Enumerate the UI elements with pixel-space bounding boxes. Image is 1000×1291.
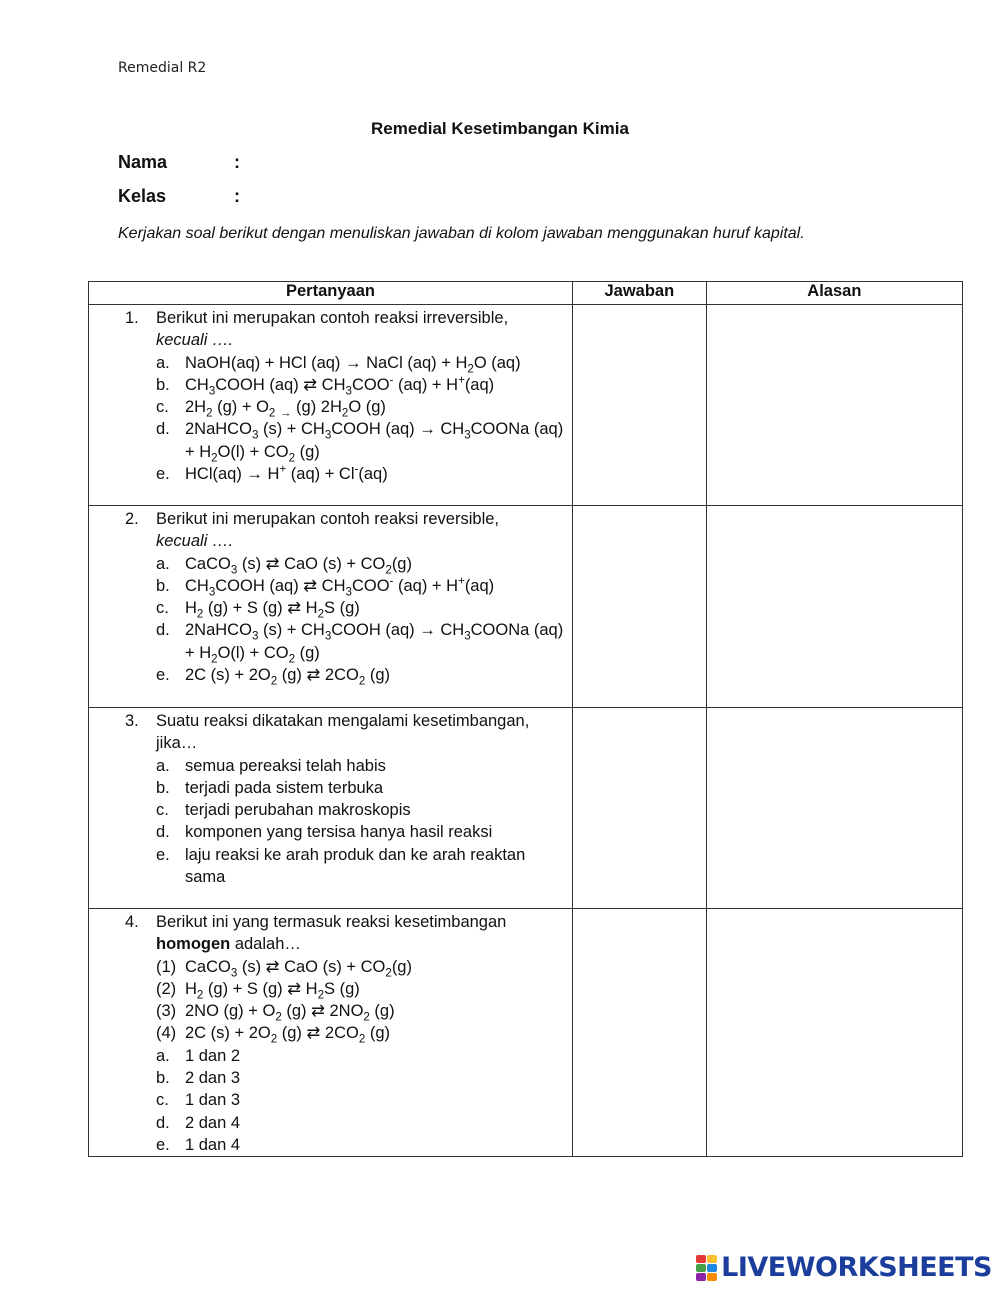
- header-jawaban: Jawaban: [572, 282, 706, 305]
- answer-cell[interactable]: [572, 909, 706, 1157]
- question-stem-text: Berikut ini merupakan contoh reaksi irreversible,: [156, 309, 509, 327]
- logo-square: [707, 1273, 717, 1281]
- question-stem-text: Berikut ini merupakan contoh reaksi reversible,: [156, 510, 499, 528]
- answer-option: [125, 418, 566, 463]
- answer-option: [125, 553, 566, 575]
- field-kelas-label: Kelas: [118, 186, 167, 206]
- answer-cell[interactable]: [572, 506, 706, 708]
- answer-option-text: 2NaHCO$_3$ $(s) + CH_3COOH$ $(aq) \to CH_3COONa$ $(aq) + H_2O(l) + CO_2$ (g): [185, 420, 564, 465]
- answer-option: [125, 664, 566, 686]
- answer-option-label: b.: [156, 375, 170, 394]
- statement-item-label: (4): [156, 1024, 177, 1043]
- answer-option-text: NaOH(aq) + HCl (aq) → NaCl $(aq) + H_2O$ (aq): [185, 353, 521, 375]
- question-text: [156, 911, 506, 956]
- liveworksheets-logo-text: LIVEWORKSHEETS: [721, 1252, 992, 1283]
- header-label: Remedial R2: [118, 60, 207, 76]
- question-number: 1.: [125, 309, 139, 327]
- answer-option-text: $H_2$ (g) + S (g) ⇄ $H_2S$ (g): [185, 599, 360, 621]
- question-bold-term: homogen: [156, 935, 231, 954]
- statement-item-text: 2C $(s) + 2O_2$ (g) ⇄ $2CO_2$ (g): [185, 1024, 390, 1046]
- answer-option-text: 2 dan 4: [185, 1113, 241, 1132]
- table-header-row: [89, 282, 963, 305]
- logo-square: [707, 1264, 717, 1272]
- statement-item-text: 2NO $(g) + O_2$ (g) ⇄ $2NO_2$ (g): [185, 1002, 395, 1024]
- answer-option-text: $CH_3COOH$ (aq) ⇄ $CH_3COO^-$ (aq) + H+(aq): [185, 575, 495, 599]
- question-row: [89, 506, 963, 708]
- liveworksheets-logo: [696, 1252, 992, 1283]
- question-cell: [89, 305, 573, 506]
- question-stem: [125, 307, 566, 352]
- answer-option-label: d.: [156, 621, 170, 640]
- answer-option: [125, 1067, 566, 1089]
- question-row: [89, 909, 963, 1157]
- question-stem: [125, 710, 566, 755]
- question-cell: [89, 708, 573, 909]
- answer-option: [125, 844, 566, 889]
- statement-item-label: (1): [156, 957, 177, 976]
- question-stem: [125, 911, 566, 956]
- question-cell: [89, 506, 573, 708]
- question-text: [156, 307, 508, 352]
- liveworksheets-logo-icon: [696, 1255, 717, 1281]
- answer-option-text: 2NaHCO$_3$ $(s) + CH_3COOH$ $(aq) \to CH_3COONa$ $(aq) + H_2O(l) + CO_2$ (g): [185, 621, 564, 666]
- answer-option-label: b.: [156, 576, 170, 595]
- page-title: Remedial Kesetimbangan Kimia: [371, 119, 629, 138]
- field-nama: [118, 152, 240, 173]
- field-nama-colon: :: [234, 152, 240, 172]
- logo-square: [707, 1255, 717, 1263]
- answer-option-text: terjadi pada sistem terbuka: [185, 778, 384, 797]
- question-row: [89, 708, 963, 909]
- answer-option-label: c.: [156, 801, 169, 820]
- statement-item: [125, 1022, 566, 1044]
- answer-option-label: d.: [156, 420, 170, 439]
- question-row: [89, 305, 963, 506]
- field-kelas: [118, 186, 240, 207]
- answer-option-label: b.: [156, 778, 170, 797]
- answer-option-label: e.: [156, 465, 170, 484]
- answer-option-text: 1 dan 4: [185, 1135, 241, 1154]
- question-number: 2.: [125, 510, 139, 528]
- answer-option-text: terjadi perubahan makroskopis: [185, 801, 411, 820]
- answer-option-text: 1 dan 3: [185, 1091, 241, 1110]
- reason-cell[interactable]: [706, 305, 962, 506]
- answer-option: [125, 755, 566, 777]
- answer-option: [125, 1112, 566, 1134]
- statement-item-label: (3): [156, 1002, 177, 1021]
- answer-option-text: $2H_2$ $(g) + O_2$ $_\to$ (g) $2H_2O$ (g): [185, 398, 386, 420]
- answer-option-text: HCl(aq) → H+ (aq) + Cl-(aq): [185, 463, 388, 484]
- answer-option-label: e.: [156, 845, 170, 864]
- question-number: 4.: [125, 913, 139, 931]
- answer-cell[interactable]: [572, 708, 706, 909]
- answer-option: [125, 777, 566, 799]
- answer-option: [125, 374, 566, 396]
- field-nama-label: Nama: [118, 152, 168, 172]
- question-stem-after: adalah…: [230, 935, 301, 954]
- question-emphasis: kecuali ….: [156, 331, 234, 350]
- answer-option: [125, 821, 566, 843]
- answer-option-label: a.: [156, 1046, 170, 1065]
- answer-option: [125, 1134, 566, 1156]
- statement-item: [125, 1000, 566, 1022]
- answer-option: [125, 463, 566, 485]
- header-pertanyaan: Pertanyaan: [89, 282, 573, 305]
- reason-cell[interactable]: [706, 506, 962, 708]
- answer-option: [125, 799, 566, 821]
- answer-option-label: a.: [156, 554, 170, 573]
- answer-option-text: komponen yang tersisa hanya hasil reaksi: [185, 823, 493, 842]
- question-stem: [125, 508, 566, 553]
- answer-option: [125, 575, 566, 597]
- answer-option: [125, 597, 566, 619]
- answer-option-text: 2 dan 3: [185, 1069, 241, 1088]
- reason-cell[interactable]: [706, 909, 962, 1157]
- question-stem-text: Suatu reaksi dikatakan mengalami kesetimbangan, jika…: [156, 712, 530, 753]
- answer-option-label: b.: [156, 1069, 170, 1088]
- answer-option-text: $CH_3COOH$ (aq) ⇄ $CH_3COO^-$ (aq) + H+(aq): [185, 374, 495, 398]
- answer-option-text: semua pereaksi telah habis: [185, 756, 386, 775]
- question-emphasis: kecuali ….: [156, 532, 234, 551]
- answer-option-label: e.: [156, 666, 170, 685]
- question-table: [88, 281, 963, 1157]
- answer-option-text: 1 dan 2: [185, 1046, 241, 1065]
- header-alasan: Alasan: [706, 282, 962, 305]
- statement-item-label: (2): [156, 979, 177, 998]
- answer-option-label: c.: [156, 398, 169, 417]
- statement-item: [125, 978, 566, 1000]
- answer-option: [125, 619, 566, 664]
- reason-cell[interactable]: [706, 708, 962, 909]
- logo-square: [696, 1255, 706, 1263]
- question-cell: [89, 909, 573, 1157]
- statement-item-text: $H_2$ (g) + S (g) ⇄ $H_2S$ (g): [185, 979, 360, 1002]
- answer-option: [125, 396, 566, 418]
- question-number: 3.: [125, 712, 139, 730]
- logo-square: [696, 1264, 706, 1272]
- statement-item: [125, 956, 566, 978]
- answer-option-text: CaCO$_3$ (s) ⇄ CaO $(s) + CO_2(g)$: [185, 554, 412, 576]
- answer-option-text: laju reaksi ke arah produk dan ke arah reaktan sama: [185, 845, 526, 887]
- answer-option: [125, 352, 566, 374]
- statement-item-text: CaCO$_3$ (s) ⇄ CaO $(s) + CO_2(g)$: [185, 957, 412, 979]
- question-text: [156, 710, 566, 755]
- answer-option-label: a.: [156, 756, 170, 775]
- field-kelas-colon: :: [234, 186, 240, 206]
- answer-option-label: c.: [156, 1091, 169, 1110]
- answer-option-label: e.: [156, 1135, 170, 1154]
- answer-option: [125, 1045, 566, 1067]
- answer-cell[interactable]: [572, 305, 706, 506]
- answer-option-text: 2C $(s) + 2O_2$ (g) ⇄ $2CO_2$ (g): [185, 666, 390, 688]
- answer-option-label: d.: [156, 823, 170, 842]
- logo-square: [696, 1273, 706, 1281]
- answer-option-label: d.: [156, 1113, 170, 1132]
- question-stem-text: Berikut ini yang termasuk reaksi kesetimbangan: [156, 913, 507, 931]
- question-text: [156, 508, 499, 553]
- answer-option-label: c.: [156, 599, 169, 618]
- answer-option: [125, 1089, 566, 1111]
- instruction-text: Kerjakan soal berikut dengan menuliskan jawaban di kolom jawaban menggunakan huruf kapital.: [118, 225, 805, 242]
- answer-option-label: a.: [156, 353, 170, 372]
